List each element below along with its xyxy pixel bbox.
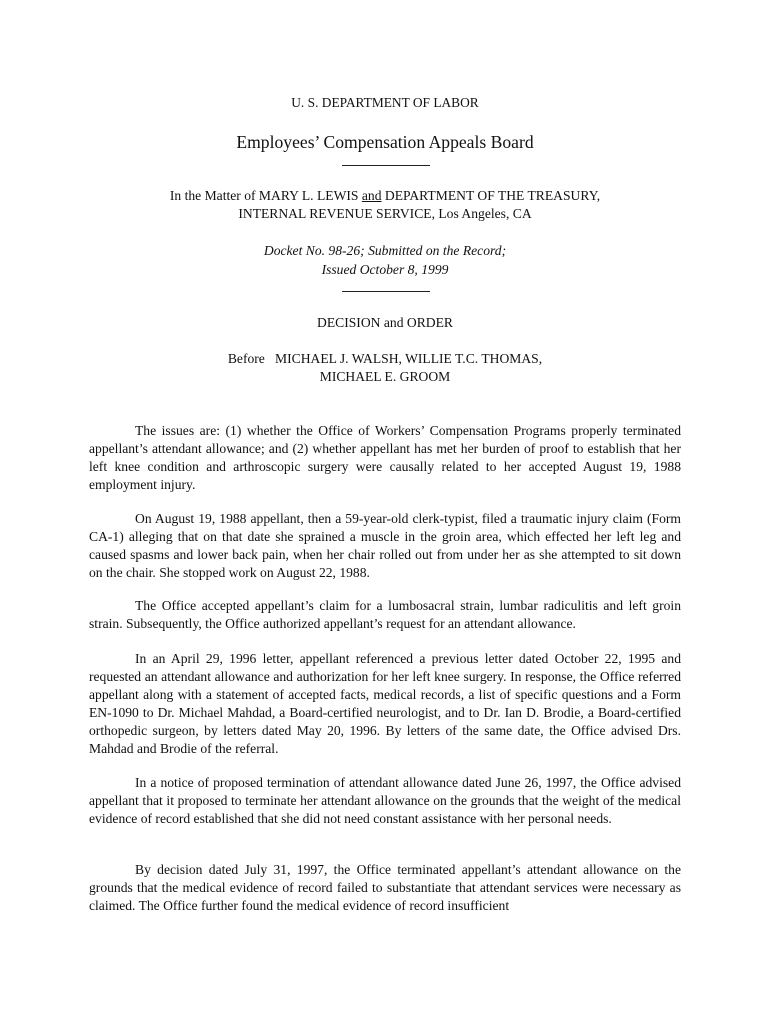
- agency-heading: U. S. DEPARTMENT OF LABOR: [291, 95, 479, 110]
- docket-line-1: Docket No. 98-26; Submitted on the Record;: [263, 243, 507, 258]
- decision-title: DECISION and ORDER: [317, 315, 453, 330]
- body-paragraph: In an April 29, 1996 letter, appellant referenced a previous letter dated October 22, 1995 and requested an attendant allowance and authorization for her left knee surgery. In response, the Office referred appellant along with a statement of accepted facts, medical records, a list of specific questions and a Form EN-1090 to Dr. Michael Mahdad, a Board-certified neurologist, and to Dr. Ian D. Brodie, a Board-certified orthopedic surgeon, by letters dated May 20, 1996. By letters of the same date, the Office advised Drs. Mahdad and Brodie of the referral.: [89, 651, 681, 756]
- case-caption-line-2: INTERNAL REVENUE SERVICE, Los Angeles, CA: [238, 206, 532, 221]
- caption-conjunction: and: [361, 188, 382, 203]
- body-paragraph: The issues are: (1) whether the Office of Workers’ Compensation Programs properly terminated appellant’s attendant allowance; and (2) whether appellant has met her burden of proof to establish that her left knee condition and arthroscopic surgery were causally related to her accepted August 19, 1988 employment injury.: [89, 423, 681, 492]
- divider-rule: [342, 291, 430, 292]
- body-paragraph: The Office accepted appellant’s claim for a lumbosacral strain, lumbar radiculitis and left groin strain. Subsequently, the Office authorized appellant’s request for an attendant allowance.: [89, 598, 681, 631]
- panel-members-line-2: MICHAEL E. GROOM: [319, 369, 451, 384]
- panel-members-line-1: Before MICHAEL J. WALSH, WILLIE T.C. THOMAS,: [227, 351, 543, 366]
- body-paragraph: In a notice of proposed termination of attendant allowance dated June 26, 1997, the Office advised appellant that it proposed to terminate her attendant allowance on the grounds that the weight of the medical evidence of record established that she did not need constant assistance with her personal needs.: [89, 775, 681, 826]
- caption-suffix: DEPARTMENT OF THE TREASURY,: [381, 188, 601, 203]
- board-title: Employees’ Compensation Appeals Board: [236, 132, 534, 152]
- docket-line-2: Issued October 8, 1999: [321, 262, 449, 277]
- caption-prefix: In the Matter of MARY L. LEWIS: [169, 188, 362, 203]
- body-paragraph: By decision dated July 31, 1997, the Office terminated appellant’s attendant allowance on the grounds that the medical evidence of record failed to substantiate that attendant services were necessary as claimed. The Office further found the medical evidence of record insufficient: [89, 862, 681, 913]
- divider-rule: [342, 165, 430, 166]
- body-paragraph: On August 19, 1988 appellant, then a 59-year-old clerk-typist, filed a traumatic injury claim (Form CA-1) alleging that on that date she sprained a muscle in the groin area, which effected her left leg and caused spasms and lower back pain, when her chair rolled out from under her as she attempted to sit down on the chair. She stopped work on August 22, 1988.: [89, 511, 681, 580]
- case-caption-line-1: [0, 187, 770, 205]
